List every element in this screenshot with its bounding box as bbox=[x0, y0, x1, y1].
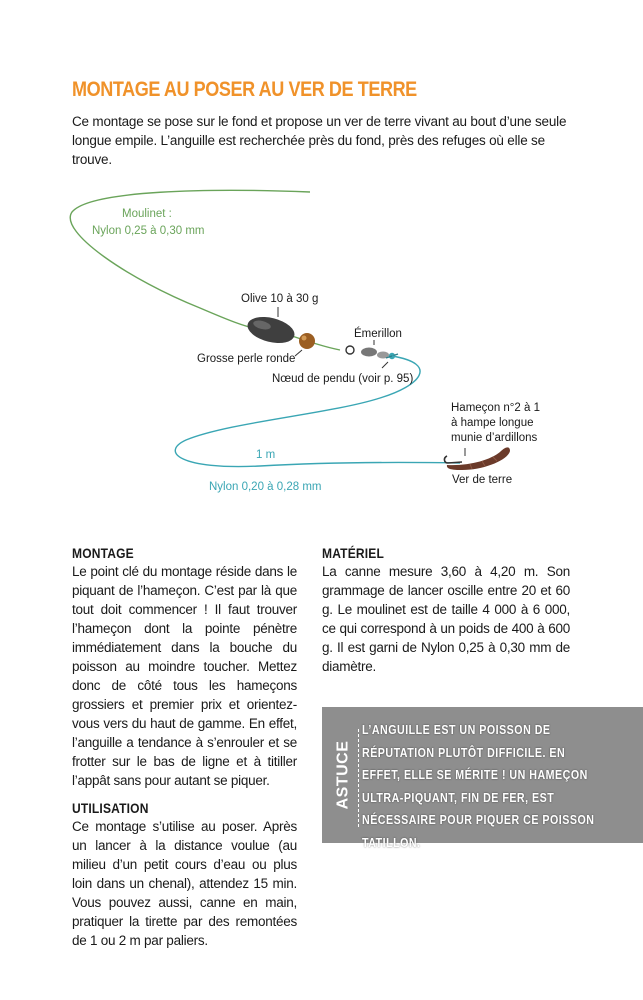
earthworm-icon bbox=[447, 447, 510, 470]
hamecon-label-1: Hameçon n°2 à 1 bbox=[451, 402, 540, 414]
round-bead-icon bbox=[299, 333, 315, 349]
astuce-label: ASTUCE bbox=[334, 740, 351, 810]
page-title: MONTAGE AU POSER AU VER DE TERRE bbox=[72, 78, 417, 101]
olive-label: Olive 10 à 30 g bbox=[241, 293, 319, 305]
perle-pointer bbox=[295, 350, 302, 356]
main-line-nylon bbox=[70, 190, 310, 330]
materiel-text: La canne mesure 3,60 à 4,20 m. Son grammage de lancer oscille entre 20 et 60 g. Le moulinet est de taille 4 000 à 6 000, ce qui correspond à un poids de 400 à 600 g. Il est garni de Nylon 0,25 à 0,30 mm de diamètre. bbox=[322, 564, 570, 674]
moulinet-label: Moulinet : bbox=[122, 208, 172, 220]
main-line-segment bbox=[292, 336, 340, 350]
hamecon-label-3: munie d’ardillons bbox=[451, 432, 538, 444]
noeud-label: Nœud de pendu (voir p. 95) bbox=[272, 373, 414, 385]
intro-paragraph: Ce montage se pose sur le fond et propose un ver de terre vivant au bout d’une seule longue empile. L’anguille est recherchée près du fond, près des refuges où elle se trouve. bbox=[72, 114, 567, 167]
swivel-icon bbox=[346, 346, 389, 359]
perle-label: Grosse perle ronde bbox=[197, 353, 296, 365]
noeud-pointer bbox=[382, 362, 388, 368]
hamecon-label-2: à hampe longue bbox=[451, 417, 534, 429]
montage-heading: MONTAGE bbox=[72, 545, 134, 561]
hook-icon bbox=[444, 456, 462, 463]
astuce-label-wrap bbox=[332, 740, 354, 810]
montage-text: Le point clé du montage réside dans le piquant de l’hameçon. C’est par là que tout doit commencer ! Il faut trouver l’hameçon dont la pointe pénètre immédiatement dans la bouche du poisson au moindre toucher. Mettez donc de côté tous les hameçons grossiers et premier prix et orientez-vous vers du haut de gamme. En effet, l’anguille a tendance à s’enrouler et se frotter sur le bas de ligne et à titiller l’appât sans pour autant se piquer. bbox=[72, 564, 297, 788]
left-column bbox=[72, 545, 297, 960]
ver-label: Ver de terre bbox=[452, 474, 513, 486]
utilisation-text: Ce montage s’utilise au poser. Après un lancer à la distance voulue (au milieu d’un petit cours d’eau ou plus loin dans un chenal), attendez 15 min. Vous pouvez aussi, canne en main, pratiquer la tirette par des remontées de 1 ou 2 m par paliers. bbox=[72, 819, 297, 948]
astuce-divider bbox=[358, 729, 359, 827]
rig-diagram bbox=[0, 180, 643, 510]
astuce-text: L’ANGUILLE EST UN POISSON DE RÉPUTATION PLUTÔT DIFFICILE. EN EFFET, ELLE SE MÉRITE ! UN HAMEÇON ULTRA-PIQUANT, FIN DE FER, EST NÉCESSAIRE POUR PIQUER CE POISSON TATILLON. bbox=[362, 722, 595, 850]
leader-nylon-label: Nylon 0,20 à 0,28 mm bbox=[209, 481, 322, 493]
astuce-box bbox=[322, 707, 643, 850]
utilisation-heading: UTILISATION bbox=[72, 800, 149, 816]
olive-weight-icon bbox=[245, 313, 297, 348]
emerillon-label: Émerillon bbox=[354, 328, 402, 340]
right-column bbox=[322, 545, 570, 686]
materiel-heading: MATÉRIEL bbox=[322, 545, 385, 561]
length-label: 1 m bbox=[256, 449, 276, 461]
moulinet-nylon-label: Nylon 0,25 à 0,30 mm bbox=[92, 225, 205, 237]
